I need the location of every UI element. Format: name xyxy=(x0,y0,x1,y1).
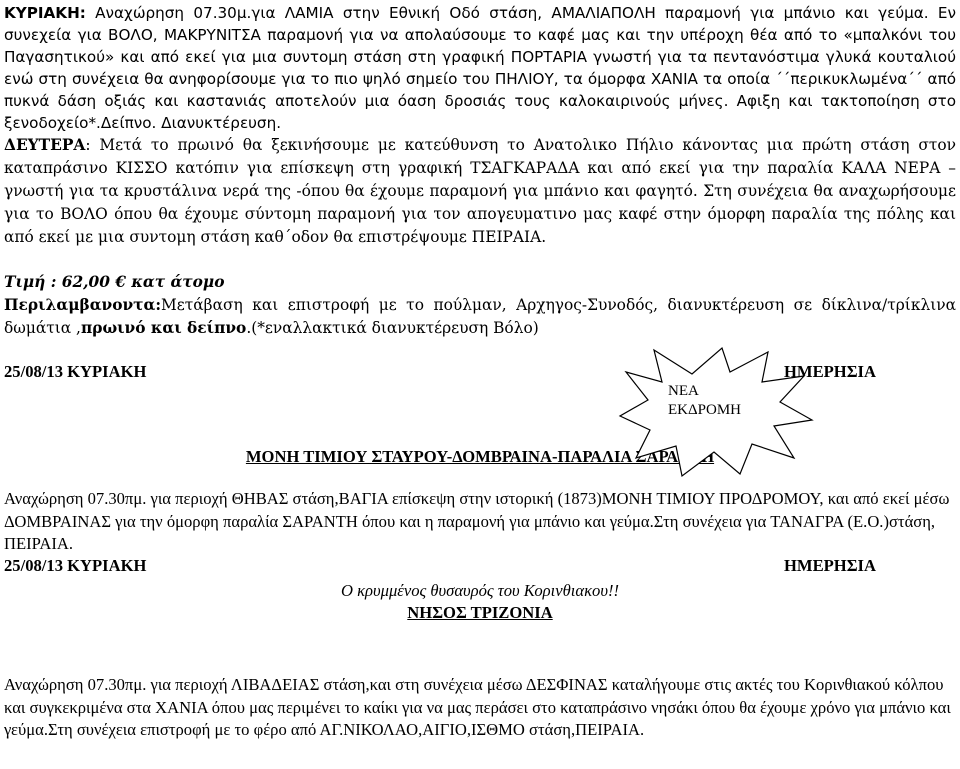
badge-line-1: ΝΕΑ xyxy=(668,383,699,399)
badge-line-2: ΕΚΔΡΟΜΗ xyxy=(668,402,741,418)
trip1-text: Αναχώρηση 07.30πμ. για περιοχή ΘΗΒΑΣ στάση,ΒΑΓΙΑ επίσκεψη στην ιστορική (1873)ΜΟΝΗ ΤΙΜΙΟΥ ΠΡΟΔΡΟΜΟΥ, και από εκεί μέσω ΔΟΜΒΡΑΙΝΑΣ για την όμορφη παραλία ΣΑΡΑΝΤΗ όπου και η παραμονή για μπάνιο και γεύμα.Στη συνέχεια για ΤΑΝΑΓΡΑ (Ε.Ο.)στάση, ΠΕΙΡΑΙΑ. xyxy=(4,489,950,553)
trip1-title: ΜΟΝΗ ΤΙΜΙΟΥ ΣΤΑΥΡΟΥ-ΔΟΜΒΡΑΙΝΑ-ΠΑΡΑΛΙΑ ΣΑΡΑΝΤΗ xyxy=(245,447,715,466)
trip1-type: ΗΜΕΡΗΣΙΑ xyxy=(784,362,876,381)
new-trip-badge xyxy=(618,346,814,478)
price-line: Τιμή : 62,00 € κατ άτομο xyxy=(4,273,225,291)
includes-tail: .(*εναλλακτικά διανυκτέρευση Βόλο) xyxy=(246,319,539,337)
trip2-text: Αναχώρηση 07.30πμ. για περιοχή ΛΙΒΑΔΕΙΑΣ στάση,και στη συνέχεια μέσω ΔΕΣΦΙΝΑΣ καταλήγουμε στις ακτές του Κορινθιακού κόλπου και συγκεκριμένα στα ΧΑΝΙΑ όπου μας περιμένει το καίκι για να μας περάσει στο καταπράσινο νησάκι όπου θα έχουμε χρόνο για μπάνιο και γεύμα.Στη συνέχεια επιστροφή με το φέρο από ΑΓ.ΝΙΚΟΛΑΟ,ΑΙΓΙΟ,ΙΣΘΜΟ στάση,ΠΕΙΡΑΙΑ. xyxy=(4,675,951,739)
trip2-header xyxy=(4,556,956,580)
trip2-type: ΗΜΕΡΗΣΙΑ xyxy=(784,555,876,575)
includes-paragraph xyxy=(4,294,956,340)
monday-label: ΔΕΥΤΕΡΑ xyxy=(4,136,86,154)
trip2-title: ΝΗΣΟΣ ΤΡΙΖΟΝΙΑ xyxy=(407,603,553,622)
includes-bold: πρωινό και δείπνο xyxy=(80,319,247,337)
trip2-date: 25/08/13 ΚΥΡΙΑΚΗ xyxy=(4,555,147,575)
includes-label: Περιλαμβανοντα: xyxy=(4,296,162,314)
badge-text xyxy=(668,382,741,420)
monday-text: : Μετά το πρωινό θα ξεκινήσουμε με κατεύθυνση το Ανατολικο Πήλιο κάνοντας μια πρώτη στάση στον καταπράσινο ΚΙΣΣΟ κατόπιν για επίσκεψη στη γραφική ΤΣΑΓΚΑΡΑΔΑ και από εκεί για την παραλία ΚΑΛΑ ΝΕΡΑ –γνωστή για τα κρυστάλινα νερά της -όπου θα έχουμε παραμονή για μπάνιο και φαγητό. Στη συνέχεια θα αναχωρήσουμε για το ΒΟΛΟ όπου θα έχουμε σύντομη παραμονή για τον απογευματινο μας καφέ στην όμορφη παραλία της πόλης και από εκεί με μια συντομη στάση καθ΄οδον θα επιστρέψουμε ΠΕΙΡΑΙΑ. xyxy=(4,136,956,246)
trip1-date: 25/08/13 ΚΥΡΙΑΚΗ xyxy=(4,362,147,381)
monday-paragraph xyxy=(4,134,956,249)
sunday-label: ΚΥΡΙΑΚΗ: xyxy=(4,4,86,22)
trip2-subtitle: Ο κρυμμένος θυσαυρός του Κορινθιακου!! xyxy=(340,580,620,600)
sunday-paragraph xyxy=(4,2,956,134)
sunday-text: Αναχώρηση 07.30μ.για ΛΑΜΙΑ στην Εθνική Οδό στάση, ΑΜΑΛΙΑΠΟΛΗ παραμονή για μπάνιο και γεύμα. Εν συνεχεία για ΒΟΛΟ, ΜΑΚΡΥΝΙΤΣΑ παραμονή για να απολαύσουμε το καφέ μας και την υπέροχη θέα από το «μπαλκόνι του Παγασητικού» και από εκεί για μια συντομη στάση στη γραφική ΠΟΡΤΑΡΙΑ γνωστή για τα πεντανόστιμα γλυκά κουταλιού ενώ στη συνέχεια θα ανηφορίσουμε για το πιο ψηλό σημείο του ΠΗΛΙΟΥ, τα όμορφα ΧΑΝΙΑ τα οποία ΄΄περικυκλωμένα΄΄ από πυκνά δάση οξιάς και καστανιάς αποτελούν μια όαση δροσιάς τους καλοκαιρινούς μήνες. Αφιξη και τακτοποίηση στο ξενοδοχείο*.Δείπνο. Διανυκτέρευση. xyxy=(4,4,956,132)
includes-text: Μετάβαση και επιστροφή με το πούλμαν, Αρχηγος-Συνοδός, διανυκτέρευση σε δίκλινα/τρίκλινα δωμάτια , xyxy=(4,296,956,337)
